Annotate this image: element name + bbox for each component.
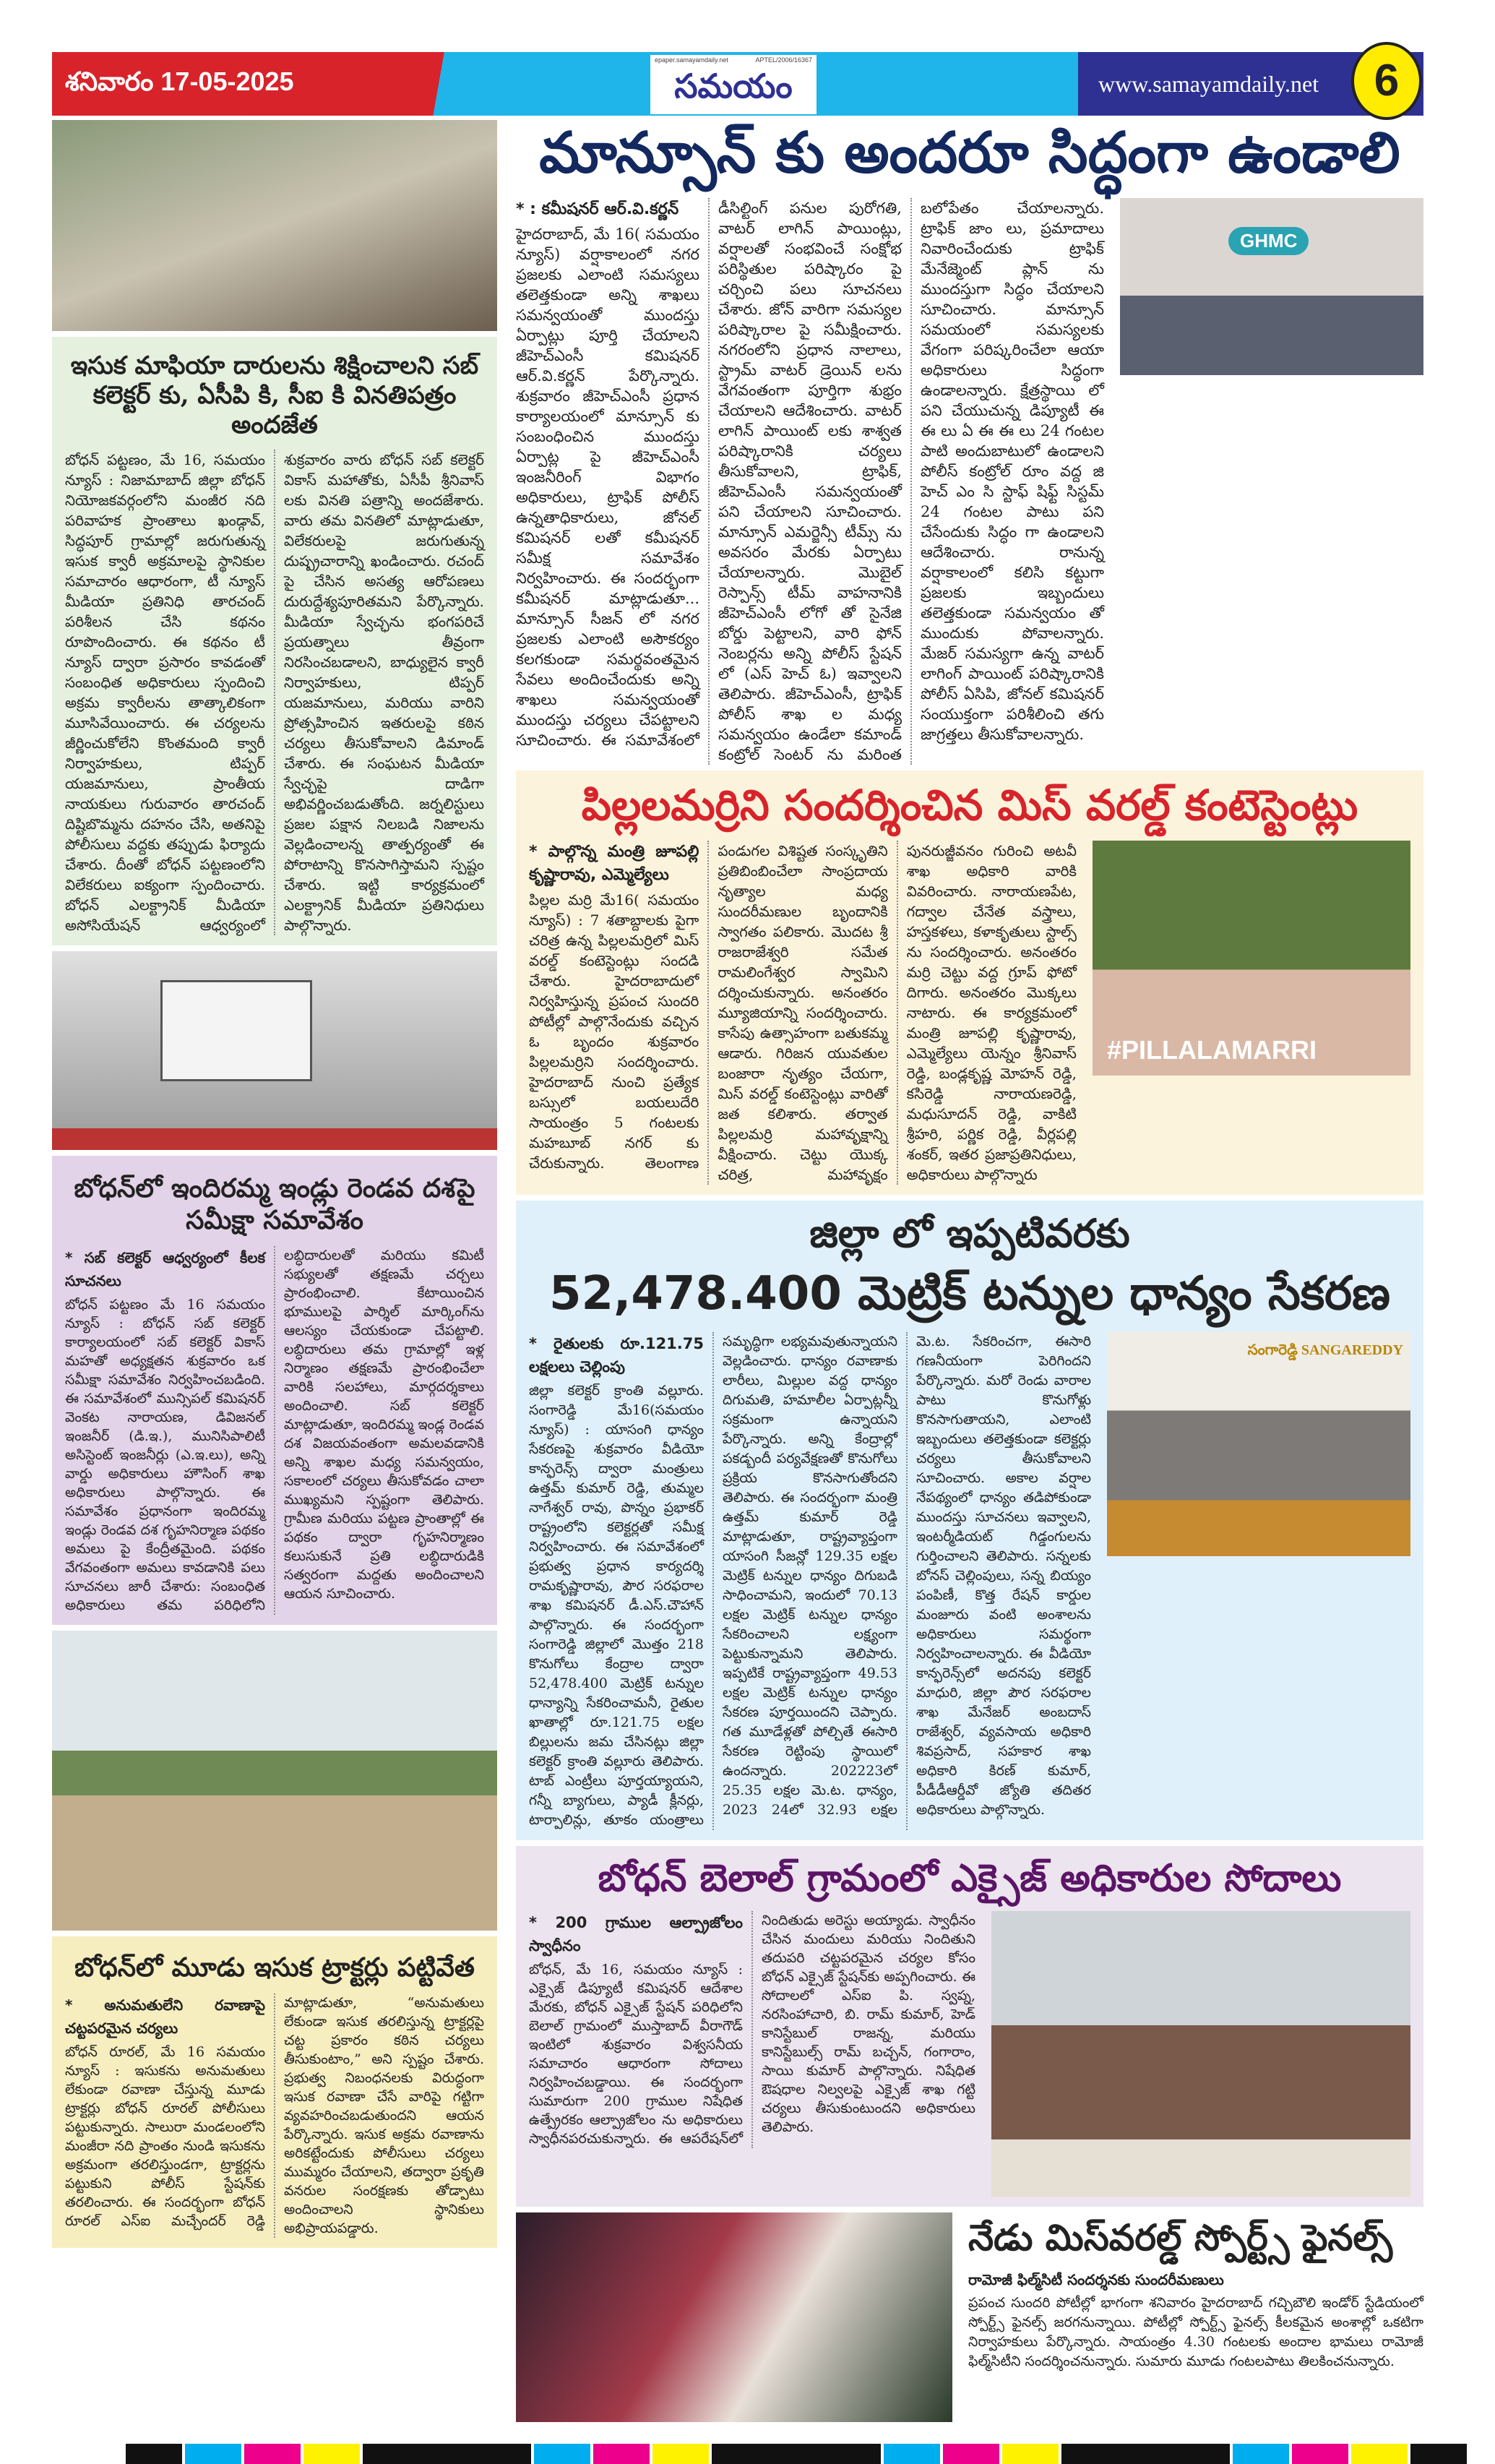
pillalamarri-sign: #PILLALAMARRI: [1107, 1035, 1317, 1065]
subheadline: * : కమీషనర్ ఆర్.వి.కర్ణన్: [516, 198, 699, 221]
left-column: [52, 120, 497, 2248]
headline-line-1: జిల్లా లో ఇప్పటివరకు: [809, 1211, 1130, 1257]
article-sand-mafia: [52, 337, 497, 945]
article-body: పిల్లల మర్రి మే16( సమయం న్యూస్) : 7 శతాబ్దాలకు పైగా చరిత్ర ఉన్న పిల్లలమర్రిలో మిస్ వరల్డ్ కంటెస్టెంట్లు సందడి చేశారు. హైదరాబాదులో నిర్వహిస్తున్న ప్రపంచ సుందరి పోటీల్లో పాల్గొనేందుకు వచ్చిన ఓ బృందం శుక్రవారం పిల్లలమర్రిని సందర్శించారు. హైదరాబాద్ నుంచి ప్రత్యేక బస్సులో బయలుదేరి సాయంత్రం 5 గంటలకు మహబూబ్ నగర్ కు చేరుకున్నారు. తెలంగాణ పండుగల విశిష్టత సంస్కృతిని ప్రతిబింబించేలా సాంప్రదాయ నృత్యాల మధ్య సుందరీమణుల బృందానికి స్వాగతం పలికారు. మొదట శ్రీ రాజరాజేశ్వరి సమేత రామలింగేశ్వర స్వామిని దర్శించుకున్నారు. అనంతరం మ్యూజియాన్ని సందర్శించారు. కాసేపు ఉత్సాహంగా బతుకమ్మ ఆడారు. గిరిజన యువతుల బంజారా నృత్యం చేయగా, మిస్ వరల్డ్ కంటెస్టెంట్లు వారితో జత కలిశారు. తర్వాత పిల్లలమర్రి మహావృక్షాన్ని వీక్షించారు. చెట్టు యొక్క చరిత్ర, మహావృక్షం పునరుజ్జీవనం గురించి అటవీ శాఖ అధికారి వారికి వివరించారు. నారాయణపేట, గద్వాల చేనేత వస్త్రాలు, హస్తకళలు, కళాకృతులు స్టాల్స్ ను సందర్శించారు. అనంతరం మర్రి చెట్టు వద్ద గ్రూప్ ఫోటో దిగారు. అనంతరం మొక్కలు నాటారు. ఈ కార్యక్రమంలో మంత్రి జూపల్లి కృష్ణారావు, ఎమ్మెల్యేలు యెన్నం శ్రీనివాస్ రెడ్డి, బండ్లకృష్ణ మోహన్ రెడ్డి, కసిరెడ్డి నారాయణరెడ్డి, మధుసూదన్ రెడ్డి, వాకిటి శ్రీహరి, పర్ణిక రెడ్డి, వీర్లపల్లి శంకర్, ఇతర ప్రజాప్రతినిధులు, అధికారులు పాల్గొన్నారు: [529, 842, 1077, 1184]
article-tractors: [52, 1936, 497, 2248]
headline: బోధన్‌లో ఇందిరమ్మ ఇండ్లు రెండవ దశపై సమీక్షా సమావేశం: [74, 1173, 475, 1235]
article-body: బోధన్ పట్టణం మే 16 సమయం న్యూస్ : బోధన్ సబ్ కలెక్టర్ కార్యాలయంలో సబ్ కలెక్టర్ వికాస్ మహతో అధ్యక్షతన శుక్రవారం ఒక సమీక్షా సమావేశం నిర్వహించబడింది. ఈ సమావేశంలో మున్సిపల్ కమిషనర్ వెంకట నారాయణ, డివిజనల్ ఇంజనీర్ (డి.ఇ.), మునిసిపాలిటీ అసిస్టెంట్ ఇంజనీర్లు (ఎ.ఇ.లు), అన్ని వార్డు అధికారులు హౌసింగ్ శాఖ అధికారులు పాల్గొన్నారు. ఈ సమావేశం ప్రధానంగా ఇందిరమ్మ ఇండ్లు రెండవ దశ గృహనిర్మాణ పథకం అమలు పై కేంద్రీతమైంది. పథకం వేగవంతంగా అమలు కావడానికి పలు సూచనలు జారీ చేశారు: సంబంధిత అధికారులు తమ పరిధిలోని లబ్ధిదారులతో మరియు కమిటీ సభ్యులతో తక్షణమే చర్చలు ప్రారంభించాలి. కేటాయించిన భూములపై పార్శిల్ మార్కింగ్‌ను ఆలస్యం చేయకుండా చేపట్టాలి. లబ్ధిదారులు తమ గ్రామాల్లో ఇళ్ల నిర్మాణం తక్షణమే ప్రారంభించేలా వారికి సలహాలు, మార్గదర్శకాలు అందించాలి. సబ్ కలెక్టర్ మాట్లాడుతూ, ఇందిరమ్మ ఇండ్ల రెండవ దశ విజయవంతంగా అమలవడానికి అన్ని శాఖల మధ్య సమన్వయం, సకాలంలో చర్యలు తీసుకోవడం చాలా ముఖ్యమని స్పష్టంగా తెలిపారు. గ్రామీణ మరియు పట్టణ ప్రాంతాల్లో ఈ పథకం ద్వారా గృహనిర్మాణం కలుసుకునే ప్రతి లబ్ధిదారుడికి సత్వరంగా మద్దతు అందించాలని ఆయన సూచించారు.: [65, 1247, 484, 1613]
page-number: 6: [1351, 42, 1422, 120]
article-body: జిల్లా కలెక్టర్ క్రాంతి వల్లూరు. సంగారెడ్డి మే16(సమయం న్యూస్) : యాసంగి ధాన్యం సేకరణపై శుక్రవారం వీడియో కాన్ఫరెన్స్ ద్వారా మంత్రులు ఉత్తమ్ కుమార్ రెడ్డి, తుమ్మల నాగేశ్వర్ రావు, పొన్నం ప్రభాకర్ రాష్ట్రంలోని కలెక్టర్లతో సమీక్ష నిర్వహించారు. ఈ సమావేశంలో ప్రభుత్వ ప్రధాన కార్యదర్శి రామకృష్ణారావు, పౌర సరఫరాల శాఖ కమిషనర్ డీ.ఎస్.చౌహాన్ పాల్గొన్నారు. ఈ సందర్భంగా సంగారెడ్డి జిల్లాలో మొత్తం 218 కొనుగోలు కేంద్రాల ద్వారా 52,478.400 మెట్రిక్ టన్నుల ధాన్యాన్ని సేకరించామనీ, రైతుల ఖాతాల్లో రూ.121.75 లక్షల బిల్లులను జమ చేసినట్లు జిల్లా కలెక్టర్ క్రాంతి వల్లూరు తెలిపారు. టాబ్ ఎంట్రీలు పూర్తయ్యాయని, గన్నీ బ్యాగులు, ప్యాడీ క్లీనర్లు, టార్పాలిన్లు, తూకం యంత్రాలు సమృద్ధిగా లభ్యమవుతున్నాయని వెల్లడించారు. ధాన్యం రవాణాకు లారీలు, మిల్లుల వద్ద ధాన్యం దిగుమతి, హమాలీల ఏర్పాట్లన్నీ సక్రమంగా ఉన్నాయని పేర్కొన్నారు. అన్ని కేంద్రాల్లో పకడ్బందీ పర్యవేక్షణతో కొనుగోలు ప్రక్రియ కొనసాగుతోందని తెలిపారు. ఈ సందర్భంగా మంత్రి ఉత్తమ్ కుమార్ రెడ్డి మాట్లాడుతూ, రాష్ట్రవ్యాప్తంగా యాసంగి సీజన్లో 129.35 లక్షల మెట్రిక్ టన్నుల ధాన్యం దిగుబడి సాధించామని, ఇందులో 70.13 లక్షల మెట్రిక్ టన్నుల ధాన్యం సేకరించాలని లక్ష్యంగా పెట్టుకున్నామని తెలిపారు. ఇప్పటికే రాష్ట్రవ్యాప్తంగా 49.53 లక్షల మెట్రిక్ టన్నుల ధాన్యం సేకరణ పూర్తయిందని చెప్పారు. గత మూడేళ్లతో పోల్చితే ఈసారి సేకరణ రెట్టింపు స్థాయిలో ఉందన్నారు. 202223లో 25.35 లక్షల మె.ట. ధాన్యం, 2023 24లో 32.93 లక్షల మె.ట. సేకరించగా, ఈసారి గణనీయంగా పెరిగిందని పేర్కొన్నారు. మరో రెండు వారాల పాటు కొనుగోళ్లు కొనసాగుతాయని, ఎలాంటి ఇబ్బందులు తలెత్తకుండా కలెక్టర్లు చర్యలు తీసుకోవాలని సూచించారు. అకాల వర్షాల నేపథ్యంలో ధాన్యం తడిపోకుండా ముందస్తు సూచనలు ఇవ్వాలని, ఇంటర్మీడియట్ గిడ్డంగులను గుర్తించాలని తెలిపారు. సన్నలకు బోనస్ చెల్లింపులు, సన్న బియ్యం పంపిణీ, కొత్త రేషన్ కార్డుల మంజూరు వంటి అంశాలను అధికారులు సమర్థంగా నిర్వహించాలన్నారు. ఈ వీడియో కాన్ఫరెన్స్‌లో అదనపు కలెక్టర్ మాధురి, జిల్లా పౌర సరఫరాల శాఖ మేనేజర్ అంబదాస్ రాజేశ్వర్, వ్యవసాయ అధికారి శివప్రసాద్, సహకార శాఖ అధికారి కిరణ్ కుమార్, పీడీడీఆర్డీవో జ్యోతి తదితర అధికారులు పాల్గొన్నారు.: [529, 1333, 1091, 1828]
logo-name: సమయం: [674, 66, 793, 106]
headline: బోధన్ బెలాల్ గ్రామంలో ఎక్సైజ్ అధికారుల సోదాలు: [598, 1856, 1342, 1900]
logo-reg-text: APTEL/2006/16367: [755, 56, 812, 64]
photo-contestants: [1093, 841, 1410, 1076]
subheadline: * పాల్గొన్న మంత్రి జూపల్లి కృష్ణారావు, ఎమ్మెల్యేలు: [529, 841, 699, 887]
article-excise-raid: [516, 1846, 1423, 2207]
ghmc-sign: GHMC: [1228, 227, 1309, 255]
article-body: ప్రపంచ సుందరి పోటీల్లో భాగంగా శనివారం హైదరాబాద్ గచ్చిబౌలి ఇండోర్ స్టేడియంలో స్పోర్ట్స్ ఫైనల్స్ జరగనున్నాయి. పోటీల్లో స్పోర్ట్స్ ఫైనల్స్ కీలకమైన అంశాల్లో ఒకటిగా నిర్వాహకులు పేర్కొన్నారు. సాయంత్రం 4.30 గంటలకు అందాల భామలు రామోజీ ఫిల్మ్‌సిటీని సందర్శించనున్నారు. సుమారు మూడు గంటలపాటు తిలకించనున్నారు.: [968, 2295, 1423, 2370]
subheadline: * సబ్ కలెక్టర్ ఆధ్వర్యంలో కీలక సూచనలు: [65, 1246, 265, 1292]
article-body: బోధన్ రూరల్, మే 16 సమయం న్యూస్ : ఇసుకను అనుమతులు లేకుండా రవాణా చేస్తున్న మూడు ట్రాక్టర్లు బోధన్ రూరల్ పోలీసులు పట్టుకున్నారు. సాలురా మండలంలోని మంజీరా నది ప్రాంతం నుండి ఇసుకను అక్రమంగా తరలిస్తుండగా, ట్రాక్టర్లను పట్టుకుని పోలీస్ స్టేషన్‌కు తరలించారు. ఈ సందర్భంగా బోధన్ రూరల్ ఎస్ఐ మచ్చేందర్ రెడ్డి మాట్లాడుతూ, “అనుమతులు లేకుండా ఇసుక తరలిస్తున్న ట్రాక్టర్లపై చట్ట ప్రకారం కఠిన చర్యలు తీసుకుంటాం,” అని స్పష్టం చేశారు. ప్రభుత్వ నిబంధనలకు విరుద్ధంగా ఇసుక రవాణా చేసే వారిపై గట్టిగా వ్యవహరించబడుతుందని ఆయన పేర్కొన్నారు. ఇసుక అక్రమ రవాణాను అరికట్టేందుకు పోలీసులు చర్యలు ముమ్మరం చేయాలని, తద్వారా ప్రకృతి వనరుల సంరక్షణకు తోడ్పాటు అందించాలని స్థానికులు అభిప్రాయపడ్డారు.: [65, 1994, 484, 2236]
article-indiramma: [52, 1156, 497, 1624]
photo-excise-officials: [991, 1911, 1410, 2197]
article-body: హైదరాబాద్, మే 16( సమయం న్యూస్) వర్షాకాలంలో నగర ప్రజలకు ఎలాంటి సమస్యలు తలెత్తకుండా అన్ని శాఖలు సమన్వయంతో ముందస్తు ఏర్పాట్లు పూర్తి చేయాలని జీహెచ్ఎంసీ కమిషనర్ ఆర్.వి.కర్ణన్ పేర్కొన్నారు. శుక్రవారం జీహెచ్ఎంసీ ప్రధాన కార్యాలయంలో మాన్సూన్ కు సంబంధించిన ముందస్తు ఏర్పాట్ల పై జీహెచ్ఎంసీ ఇంజనీరింగ్ విభాగం అధికారులు, ట్రాఫిక్ పోలీస్ ఉన్నతాధికారులు, జోనల్ కమిషనర్ లతో కమీషనర్ సమీక్ష సమావేశం నిర్వహించారు. ఈ సందర్భంగా కమీషనర్ మాట్లాడుతూ... మాన్సూన్ సీజన్ లో నగర ప్రజలకు ఎలాంటి అసౌకర్యం కలగకుండా సమర్థవంతమైన సేవలు అందించేందుకు అన్ని శాఖలు సమన్వయంతో ముందస్తు చర్యలు చేపట్టాలని సూచించారు. ఈ సమావేశంలో డీసిల్టింగ్ పనుల పురోగతి, వాటర్ లాగిన్ పాయింట్లు, వర్షాలతో సంభవించే సంక్షోభ పరిస్థితుల పరిష్కారం పై చర్చించి పలు సూచనలు చేశారు. జోన్ వారిగా సమస్యల పరిష్కారాల పై సమీక్షించారు. నగరంలోని ప్రధాన నాలాలు, స్ట్రామ్ వాటర్ డ్రెయిన్ లను వేగవంతంగా పూర్తిగా శుభ్రం చేయాలని ఆదేశించారు. వాటర్ లాగిన్ పాయింట్ లకు శాశ్వత పరిష్కారానికి చర్యలు తీసుకోవాలని, ట్రాఫిక్, జీహెచ్ఎంసీ సమన్వయంతో పని చేయాలని సూచించారు. మాన్సూన్ ఎమర్జెన్సీ టీమ్స్ ను అవసరం మేరకు ఏర్పాటు చేయాలన్నారు. మొబైల్ రెస్పాన్స్ టీమ్ వాహనానికి జీహెచ్ఎంసీ లోగో తో సైనేజి బోర్డు పెట్టాలని, వారి ఫోన్ నెంబర్లను అన్ని పోలీస్ స్టేషన్ లో (ఎస్ హెచ్ ఓ) ఇవ్వాలని తెలిపారు. జీహెచ్ఎంసీ, ట్రాఫిక్ పోలీస్ శాఖ ల మధ్య సమన్వయం ఉండేలా కమాండ్ కంట్రోల్ సెంటర్ ను మరింత బలోపేతం చేయాలన్నారు. ట్రాఫిక్ జాం లు, ప్రమాదాలు నివారించేందుకు ట్రాఫిక్ మేనేజ్మెంట్ ప్లాన్ ను ముందస్తుగా సిద్ధం చేయాలని సూచించారు. మాన్సూన్ సమయంలో సమస్యలకు వేగంగా పరిష్కరించేలా ఆయా అధికారులు సిద్ధంగా ఉండాలన్నారు. క్షేత్రస్థాయి లో పని చేయుచున్న డిప్యూటీ ఈ ఈ లు ఏ ఈ ఈ లు 24 గంటల పాటి అందుబాటులో ఉండాలని పోలీస్ కంట్రోల్ రూం వద్ద జి హెచ్ ఎం సి స్టాఫ్ షిఫ్ట్ సిస్టమ్ 24 గంటల పాటు పని చేసేందుకు సిద్ధం గా ఉండాలని ఆదేశించారు. రానున్న వర్షాకాలంలో కలిసి కట్టుగా ప్రజలకు ఇబ్బందులు తలెత్తకుండా సమన్వయం తో ముందుకు పోవాలన్నారు. మేజర్ సమస్యగా ఉన్న వాటర్ లాగింగ్ పాయింట్ పరిష్కారానికి పోలీస్ ఏసిపి, జోనల్ కమిషనర్ సంయుక్తంగా పరిశీలించి తగు జాగ్రత్తలు తీసుకోవాలన్నారు.: [516, 199, 1104, 763]
headline: పిల్లలమర్రిని సందర్శించిన మిస్ వరల్డ్ కంటెస్టెంట్లు: [581, 780, 1358, 830]
print-registration-bar: [124, 2444, 1468, 2464]
headline-line-2: 52,478.400 మెట్రిక్ టన్నుల ధాన్యం సేకరణ: [548, 1267, 1390, 1321]
newspaper-logo: [650, 55, 817, 114]
headline: ఇసుక మాఫియా దారులను శిక్షించాలని సబ్ కలెక్టర్ కు, ఏసీపి కి, సీఐ కి వినతిపత్రం అందజేత: [70, 351, 479, 439]
photo-sand-petition: [52, 120, 497, 331]
photo-miss-world-contestants: [516, 2212, 952, 2422]
article-monsoon: [516, 120, 1423, 765]
article-body: బోధన్, మే 16, సమయం న్యూస్ : ఎక్సైజ్ డిప్యూటీ కమిషనర్ ఆదేశాల మేరకు, బోధన్ ఎక్సైజ్ స్టేషన్ పరిధిలోని బెలాల్ గ్రామంలో ముస్తాబాద్ వీరాగౌడ్ ఇంటిలో శుక్రవారం విశ్వసనీయ సమాచారం ఆధారంగా సోదాలు నిర్వహించబడ్డాయి. ఈ సందర్భంగా సుమారుగా 200 గ్రాముల నిషేధిత ఉత్ప్రేరకం ఆల్ప్రాజోలం ను అధికారులు స్వాధీనపరచుకున్నారు. ఈ ఆపరేషన్‌లో నిందితుడు అరెస్టు అయ్యాడు. స్వాధీనం చేసిన మందులు మరియు నిందితుని తదుపరి చట్టపరమైన చర్యల కోసం బోధన్ ఎక్సైజ్ స్టేషన్‌కు అప్పగించారు. ఈ సోదాలలో ఎస్ఐ పి. స్వప్న, నరసింహాచారి, బి. రామ్ కుమార్, హెడ్ కానిస్టేబుల్ రాజన్న, మరియు కానిస్టేబుల్స్ రామ్ బచ్చన్, గంగారాం, సాయి కుమార్ పాల్గొన్నారు. నిషేధిత ఔషధాల నిల్వలపై ఎక్సైజ్ శాఖ గట్టి చర్యలు తీసుకుంటుందని అధికారులు తెలిపారు.: [529, 1913, 975, 2147]
right-column: [516, 120, 1423, 2422]
subheadline: * 200 గ్రాముల ఆల్ప్రాజోలం స్వాధీనం: [529, 1911, 743, 1957]
website-url[interactable]: www.samayamdaily.net: [1098, 71, 1319, 97]
subheadline: రామోజీ ఫిల్మ్‌సిటీ సందర్శనకు సుందరీమణులు: [968, 2271, 1224, 2289]
article-body: బోధన్ పట్టణం, మే 16, సమయం న్యూస్ : నిజామాబాద్ జిల్లా బోధన్ నియోజకవర్గంలోని మంజీర నది పరివాహక ప్రాంతాలు ఖండ్గావ్, సిద్ధపూర్ గ్రామాల్లో జరుగుతున్న ఇసుక క్వారీ అక్రమాలపై స్థానికుల సమాచారం ఆధారంగా, టీ న్యూస్ మీడియా ప్రతినిధి తారచంద్ పరిశీలన చేసి కథనం రూపొందించారు. ఈ కథనం టీ న్యూస్ ద్వారా ప్రసారం కావడంతో సంబంధిత అధికారులు స్పందించి అక్రమ క్వారీలను తాత్కాలికంగా మూసివేయించారు. ఈ చర్యలను జీర్ణించుకోలేని కొంతమంది క్వారీ నిర్వాహకులు, టిప్పర్ యజమానులు, ప్రాంతీయ నాయకులు గురువారం తారచంద్ దిష్టిబొమ్మను దహనం చేసి, అతనిపై పోలీసులు వద్దకు తప్పుడు ఫిర్యాదు చేశారు. దీంతో బోధన్ పట్టణంలోని విలేకరులు ఐక్యంగా స్పందించారు. బోధన్ ఎలక్ట్రానిక్ మీడియా అసోసియేషన్ ఆధ్వర్యంలో శుక్రవారం వారు బోధన్ సబ్ కలెక్టర్ వికాస్ మహాతోకు, ఏసీపీ శ్రీనివాస్ లకు వినతి పత్రాన్ని అందజేశారు. వారు తమ వినతిలో మాట్లాడుతూ, విలేకరులపై జరుగుతున్న దుష్ప్రచారాన్ని ఖండించారు. రచంద్ పై చేసిన అసత్య ఆరోపణలు దురుద్దేశ్యపూరితమని పేర్కొన్నారు. మీడియా స్వేచ్ఛను భంగపరిచే ప్రయత్నాలు తీవ్రంగా నిరసించబడాలని, బాధ్యులైన క్వారీ నిర్వాహకులు, టిప్పర్ యజమానులు, మరియు వారిని ప్రోత్సహించిన ఇతరులపై కఠిన చర్యలు తీసుకోవాలని డిమాండ్ చేశారు. ఈ సంఘటన మీడియా స్వేచ్ఛపై దాడిగా అభివర్ణించబడుతోంది. జర్నలిస్టులు ప్రజల పక్షాన నిలబడి నిజాలను వెల్లడించాలన్న తాత్పర్యంతో ఈ పోరాటాన్ని కొనసాగిస్తామని స్పష్టం చేశారు. ఇట్టి కార్యక్రమంలో ఎలక్ట్రానిక్ మీడియా ప్రతినిధులు పాల్గొన్నారు.: [65, 451, 484, 935]
photo-presentation: [52, 951, 497, 1150]
article-sports-finals: [516, 2212, 1423, 2422]
photo-seized-tractors: [52, 1631, 497, 1931]
logo-epaper-text: epaper.samayamdaily.net: [655, 56, 728, 64]
page-layout: [52, 120, 1423, 2464]
subheadline: * రైతులకు రూ.121.75 లక్షలలు చెల్లింపు: [529, 1332, 704, 1378]
headline: బోధన్‌లో మూడు ఇసుక ట్రాక్టర్లు పట్టివేత: [74, 1952, 475, 1983]
photo-collector-video-conference: [1107, 1332, 1410, 1556]
photo-ghmc-meeting: [1120, 198, 1423, 375]
subheadline: * అనుమతులేని రవాణాపై చట్టపరమైన చర్యలు: [65, 1993, 265, 2040]
article-miss-world-pillalamarri: [516, 770, 1423, 1195]
issue-date: శనివారం 17-05-2025: [65, 66, 294, 96]
article-grain-procurement: [516, 1201, 1423, 1840]
headline: నేడు మిస్‌వరల్డ్ స్పోర్ట్స్ ఫైనల్స్: [968, 2217, 1393, 2259]
sangareddy-sign: సంగారెడ్డి SANGAREDDY: [1247, 1342, 1403, 1358]
lead-headline: మాన్సూన్ కు అందరూ సిద్ధంగా ఉండాలి: [539, 121, 1400, 186]
